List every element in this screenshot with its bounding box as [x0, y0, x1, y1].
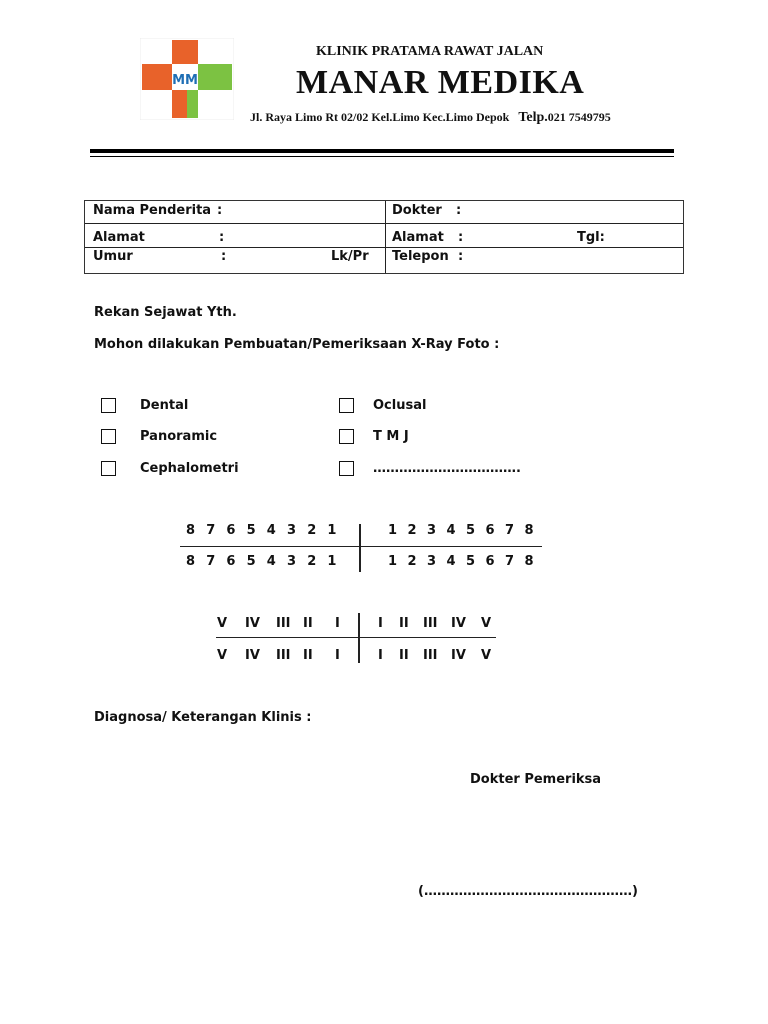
dec-lower-left-tooth-0: V — [217, 648, 228, 663]
phone-label: Telp. — [518, 110, 548, 125]
perm-upper-left-tooth-1: 7 — [206, 523, 216, 538]
clinic-subtitle: KLINIK PRATAMA RAWAT JALAN — [316, 44, 544, 59]
nama-colon: : — [217, 203, 223, 218]
perm-upper-right-tooth-5: 6 — [485, 523, 495, 538]
clinic-logo — [140, 38, 234, 120]
option-panoramic: Panoramic — [140, 429, 218, 444]
dec-upper-left-tooth-1: IV — [245, 616, 260, 631]
dec-upper-right-tooth-2: III — [423, 616, 438, 631]
dec-lower-right-tooth-3: IV — [451, 648, 466, 663]
perm-upper-right-tooth-4: 5 — [466, 523, 476, 538]
patient-info-table — [84, 200, 684, 274]
perm-upper-right-tooth-2: 3 — [427, 523, 437, 538]
checkbox-dental[interactable] — [101, 398, 116, 413]
address-text: Jl. Raya Limo Rt 02/02 Kel.Limo Kec.Limo Depok — [250, 110, 510, 124]
header-divider-thick — [90, 149, 674, 153]
perm-upper-left-tooth-5: 3 — [287, 523, 297, 538]
dec-lower-right-tooth-0: I — [378, 648, 383, 663]
perm-lower-right-tooth-4: 5 — [466, 554, 476, 569]
dec-upper-right-tooth-1: II — [399, 616, 409, 631]
dec-upper-right-tooth-3: IV — [451, 616, 466, 631]
dec-upper-left-tooth-0: V — [217, 616, 228, 631]
option-oclusal: Oclusal — [373, 398, 427, 413]
dec-lower-right-tooth-1: II — [399, 648, 409, 663]
perm-lower-right-tooth-7: 8 — [524, 554, 534, 569]
dec-lower-left-tooth-4: I — [335, 648, 340, 663]
clinic-address — [250, 110, 611, 126]
nama-label: Nama Penderita — [93, 203, 212, 218]
telepon-colon: : — [458, 249, 464, 264]
dec-lower-right-tooth-4: V — [481, 648, 492, 663]
perm-upper-left-tooth-3: 5 — [246, 523, 256, 538]
signature-line: (…………………………………………) — [418, 884, 638, 899]
diagnosa-label: Diagnosa/ Keterangan Klinis : — [94, 710, 312, 725]
clinic-name: MANAR MEDIKA — [296, 64, 585, 101]
dec-upper-left-tooth-3: II — [303, 616, 313, 631]
header-divider-thin — [90, 156, 674, 157]
perm-lower-right-tooth-2: 3 — [427, 554, 437, 569]
option-cephalometri: Cephalometri — [140, 461, 239, 476]
tgl-label: Tgl: — [577, 230, 605, 245]
dokter-label: Dokter — [392, 203, 442, 218]
phone-number: 021 7549795 — [547, 110, 611, 124]
perm-upper-right-tooth-3: 4 — [446, 523, 456, 538]
perm-upper-left-tooth-2: 6 — [226, 523, 236, 538]
request-text: Mohon dilakukan Pembuatan/Pemeriksaan X-Ray Foto : — [94, 337, 500, 352]
perm-upper-left-tooth-6: 2 — [307, 523, 317, 538]
dec-lower-left-tooth-2: III — [276, 648, 291, 663]
perm-lower-right-tooth-6: 7 — [505, 554, 515, 569]
dec-lower-right-tooth-2: III — [423, 648, 438, 663]
alamat-label: Alamat — [93, 230, 145, 245]
umur-colon: : — [221, 249, 227, 264]
dec-lower-left-tooth-3: II — [303, 648, 313, 663]
perm-upper-right-tooth-6: 7 — [505, 523, 515, 538]
perm-lower-left-tooth-5: 3 — [287, 554, 297, 569]
checkbox-cephalometri[interactable] — [101, 461, 116, 476]
option-dental: Dental — [140, 398, 189, 413]
alamat2-colon: : — [458, 230, 464, 245]
perm-lower-left-tooth-2: 6 — [226, 554, 236, 569]
perm-upper-right-tooth-1: 2 — [407, 523, 417, 538]
dec-lower-left-tooth-1: IV — [245, 648, 260, 663]
dec-upper-right-tooth-4: V — [481, 616, 492, 631]
option-other: ……………………………. — [373, 461, 521, 476]
perm-lower-right-tooth-5: 6 — [485, 554, 495, 569]
perm-lower-left-tooth-4: 4 — [266, 554, 276, 569]
perm-lower-left-tooth-1: 7 — [206, 554, 216, 569]
perm-upper-right-tooth-0: 1 — [388, 523, 398, 538]
telepon-label: Telepon — [392, 249, 449, 264]
perm-lower-right-tooth-0: 1 — [388, 554, 398, 569]
lkpr-label: Lk/Pr — [331, 249, 369, 264]
alamat2-label: Alamat — [392, 230, 444, 245]
perm-upper-left-tooth-0: 8 — [186, 523, 196, 538]
perm-upper-left-tooth-7: 1 — [327, 523, 337, 538]
umur-label: Umur — [93, 249, 133, 264]
perm-lower-right-tooth-1: 2 — [407, 554, 417, 569]
greeting-text: Rekan Sejawat Yth. — [94, 305, 237, 320]
dec-upper-left-tooth-4: I — [335, 616, 340, 631]
option-tmj: T M J — [373, 429, 409, 444]
dec-upper-right-tooth-0: I — [378, 616, 383, 631]
checkbox-other[interactable] — [339, 461, 354, 476]
perm-lower-left-tooth-6: 2 — [307, 554, 317, 569]
perm-upper-left-tooth-4: 4 — [266, 523, 276, 538]
checkbox-tmj[interactable] — [339, 429, 354, 444]
perm-lower-left-tooth-3: 5 — [246, 554, 256, 569]
dec-upper-left-tooth-2: III — [276, 616, 291, 631]
dokter-colon: : — [456, 203, 462, 218]
perm-lower-right-tooth-3: 4 — [446, 554, 456, 569]
dokter-pemeriksa-label: Dokter Pemeriksa — [470, 772, 602, 787]
perm-lower-left-tooth-7: 1 — [327, 554, 337, 569]
alamat-colon: : — [219, 230, 225, 245]
svg-text:MM: MM — [172, 73, 198, 88]
checkbox-panoramic[interactable] — [101, 429, 116, 444]
perm-upper-right-tooth-7: 8 — [524, 523, 534, 538]
perm-lower-left-tooth-0: 8 — [186, 554, 196, 569]
checkbox-oclusal[interactable] — [339, 398, 354, 413]
